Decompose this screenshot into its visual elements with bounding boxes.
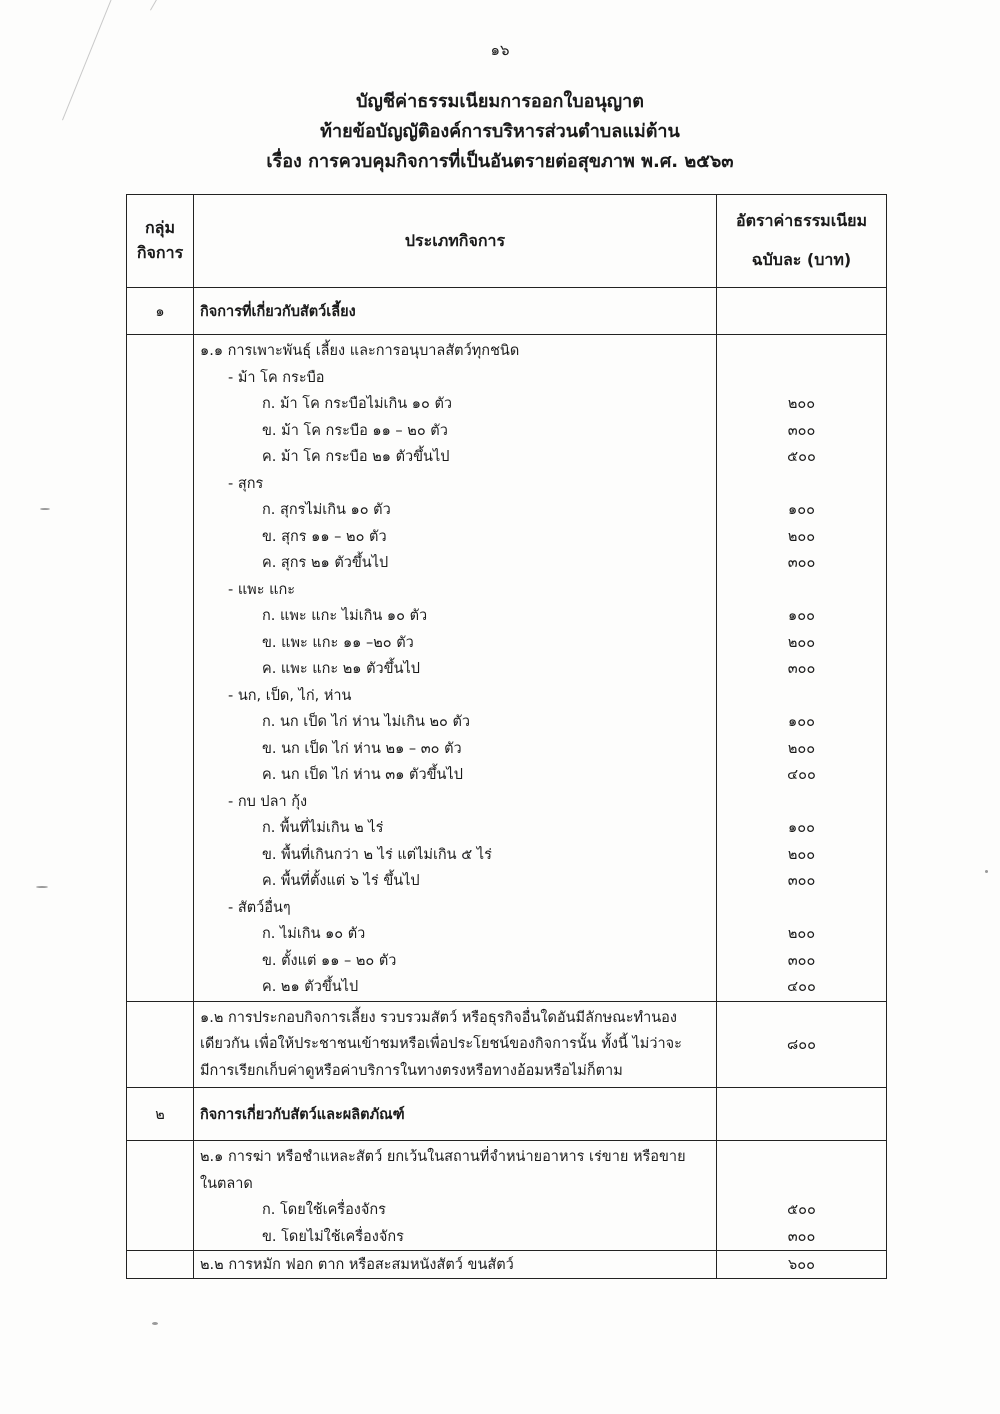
section-1-1-fee-cell [717, 335, 887, 1002]
section-2-1-row [127, 1141, 887, 1251]
list-item: ค. แพะ แกะ ๒๑ ตัวขึ้นไป [262, 661, 420, 677]
list-item: ข. พื้นที่เกินกว่า ๒ ไร่ แต่ไม่เกิน ๕ ไร่ [262, 846, 492, 863]
list-item: ค. พื้นที่ตั้งแต่ ๖ ไร่ ขึ้นไป [262, 873, 420, 889]
section-2-1-line-2: ในตลาด [200, 1175, 253, 1192]
fee-value: ๒๐๐ [787, 396, 816, 412]
group-cell-empty [127, 1001, 194, 1088]
fee-blank [723, 365, 880, 392]
section-title: ๑.๑ การเพาะพันธุ์ เลี้ยง และการอนุบาลสัตว์ทุกชนิด [200, 343, 520, 359]
fee-blank [723, 683, 880, 710]
fee-value: ๓๐๐ [787, 1228, 816, 1245]
fee-value: ๑๐๐ [788, 608, 815, 624]
header-group-line-1: กลุ่ม [144, 218, 176, 237]
section-2-2-fee: ๖๐๐ [717, 1251, 887, 1279]
section-1-1-text-cell [194, 335, 717, 1002]
list-item: ข. นก เป็ด ไก่ ห่าน ๒๑ – ๓๐ ตัว [262, 740, 462, 757]
group-fee-empty [717, 1088, 887, 1141]
list-item: ก. แพะ แกะ ไม่เกิน ๑๐ ตัว [262, 608, 428, 624]
fee-value: ๓๐๐ [787, 661, 816, 677]
list-item: ข. สุกร ๑๑ – ๒๐ ตัว [262, 528, 387, 545]
section-2-2-text: ๒.๒ การหมัก ฟอก ตาก หรือสะสมหนังสัตว์ ขนสัตว์ [194, 1251, 717, 1279]
section-1-1-fees [723, 365, 880, 1001]
section-1-2-row [127, 1001, 887, 1088]
group-number: ๒ [127, 1088, 194, 1141]
section-2-1-fee-cell [717, 1141, 887, 1251]
list-item: ค. นก เป็ด ไก่ ห่าน ๓๑ ตัวขึ้นไป [262, 767, 463, 783]
list-item: ก. นก เป็ด ไก่ ห่าน ไม่เกิน ๒๐ ตัว [262, 714, 471, 730]
scan-artifact-line [150, 0, 211, 11]
group-row-2 [127, 1088, 887, 1141]
scan-speck [152, 1322, 158, 1325]
title-line-2: ท้ายข้อบัญญัติองค์การบริหารส่วนตำบลแม่ต้าน [320, 121, 680, 142]
list-item: ก. พื้นที่ไม่เกิน ๒ ไร่ [262, 820, 384, 836]
list-item: ก. สุกรไม่เกิน ๑๐ ตัว [262, 502, 391, 518]
page-number: ๑๖ [490, 41, 510, 59]
fee-value: ๒๐๐ [787, 846, 816, 863]
group-fee-empty [717, 288, 887, 335]
header-type-cell: ประเภทกิจการ [194, 195, 717, 288]
animal-category: - กบ ปลา กุ้ง [228, 793, 308, 810]
list-item: ก. ม้า โค กระบือไม่เกิน ๑๐ ตัว [262, 396, 453, 412]
animal-category: - นก, เป็ด, ไก่, ห่าน [228, 687, 352, 704]
fee-blank [723, 577, 880, 604]
fee-value: ๓๐๐ [787, 873, 816, 889]
list-item: ค. ๒๑ ตัวขึ้นไป [262, 979, 359, 995]
fee-blank [723, 1144, 880, 1171]
scan-speck [985, 870, 988, 873]
fee-value: ๒๐๐ [787, 740, 816, 757]
header-group-cell [127, 195, 194, 288]
animal-category: - ม้า โค กระบือ [228, 369, 325, 386]
animal-category: - สัตว์อื่นๆ [228, 899, 291, 916]
list-item: ข. โดยไม่ใช้เครื่องจักร [262, 1228, 404, 1245]
section-1-1-lines [200, 365, 710, 1001]
fee-value: ๔๐๐ [787, 767, 816, 783]
group-title: กิจการเกี่ยวกับสัตว์และผลิตภัณฑ์ [194, 1088, 717, 1141]
header-fee-line-1: อัตราค่าธรรมเนียม [735, 211, 868, 230]
fee-value: ๒๐๐ [787, 528, 816, 545]
fee-value: ๓๐๐ [787, 952, 816, 969]
title-line-1: บัญชีค่าธรรมเนียมการออกใบอนุญาต [356, 91, 644, 112]
animal-category: - แพะ แกะ [228, 581, 296, 598]
group-cell-empty [127, 335, 194, 1002]
scan-speck [40, 508, 50, 510]
list-item: ค. ม้า โค กระบือ ๒๑ ตัวขึ้นไป [262, 449, 450, 465]
fee-blank [723, 471, 880, 498]
header-fee-line-2: ฉบับละ (บาท) [751, 250, 852, 269]
list-item: ข. ตั้งแต่ ๑๑ – ๒๐ ตัว [262, 952, 397, 969]
fee-table [126, 194, 887, 1279]
animal-category: - สุกร [228, 475, 264, 492]
fee-value: ๕๐๐ [787, 1202, 816, 1218]
fee-value: ๑๐๐ [788, 820, 815, 836]
fee-blank [723, 1171, 880, 1198]
list-item: ข. แพะ แกะ ๑๑ –๒๐ ตัว [262, 634, 414, 651]
fee-value: ๓๐๐ [787, 555, 816, 571]
section-1-2-line-3: มีการเรียกเก็บค่าดูหรือค่าบริการในทางตรงหรือทางอ้อมหรือไม่ก็ตาม [200, 1062, 623, 1079]
fee-blank [723, 338, 880, 365]
title-line-3: เรื่อง การควบคุมกิจการที่เป็นอันตรายต่อสุขภาพ พ.ศ. ๒๕๖๓ [266, 151, 734, 172]
fee-value: ๒๐๐ [787, 634, 816, 651]
table-header-row [127, 195, 887, 288]
list-item: ข. ม้า โค กระบือ ๑๑ – ๒๐ ตัว [262, 422, 448, 439]
section-2-1-line-1: ๒.๑ การฆ่า หรือชำแหละสัตว์ ยกเว้นในสถานที่จำหน่ายอาหาร เร่ขาย หรือขาย [200, 1149, 686, 1165]
group-title: กิจการที่เกี่ยวกับสัตว์เลี้ยง [194, 288, 717, 335]
group-number: ๑ [127, 288, 194, 335]
fee-value: ๔๐๐ [787, 979, 816, 995]
list-item: ก. โดยใช้เครื่องจักร [262, 1202, 386, 1218]
section-2-1-text-cell [194, 1141, 717, 1251]
group-row-1 [127, 288, 887, 335]
header-group-line-2: กิจการ [136, 243, 184, 262]
fee-blank [723, 789, 880, 816]
section-1-2-line-2: เดียวกัน เพื่อให้ประชาชนเข้าชมหรือเพื่อประโยชน์ของกิจการนั้น ทั้งนี้ ไม่ว่าจะ [200, 1036, 682, 1052]
section-1-2-fee: ๘๐๐ [717, 1001, 887, 1088]
fee-value: ๑๐๐ [788, 714, 815, 730]
section-1-2-line-1: ๑.๒ การประกอบกิจการเลี้ยง รวบรวมสัตว์ หรือธุรกิจอื่นใดอันมีลักษณะทำนอง [200, 1009, 677, 1026]
fee-value: ๒๐๐ [787, 926, 816, 942]
group-cell-empty [127, 1251, 194, 1279]
section-2-2-row [127, 1251, 887, 1279]
header-fee-cell [717, 195, 887, 288]
scan-speck [36, 886, 48, 888]
section-1-2-text-cell [194, 1001, 717, 1088]
fee-value: ๑๐๐ [788, 502, 815, 518]
fee-value: ๓๐๐ [787, 422, 816, 439]
group-cell-empty [127, 1141, 194, 1251]
section-1-1-row [127, 335, 887, 1002]
fee-value: ๕๐๐ [787, 449, 816, 465]
list-item: ก. ไม่เกิน ๑๐ ตัว [262, 926, 366, 942]
fee-blank [723, 895, 880, 922]
list-item: ค. สุกร ๒๑ ตัวขึ้นไป [262, 555, 389, 571]
